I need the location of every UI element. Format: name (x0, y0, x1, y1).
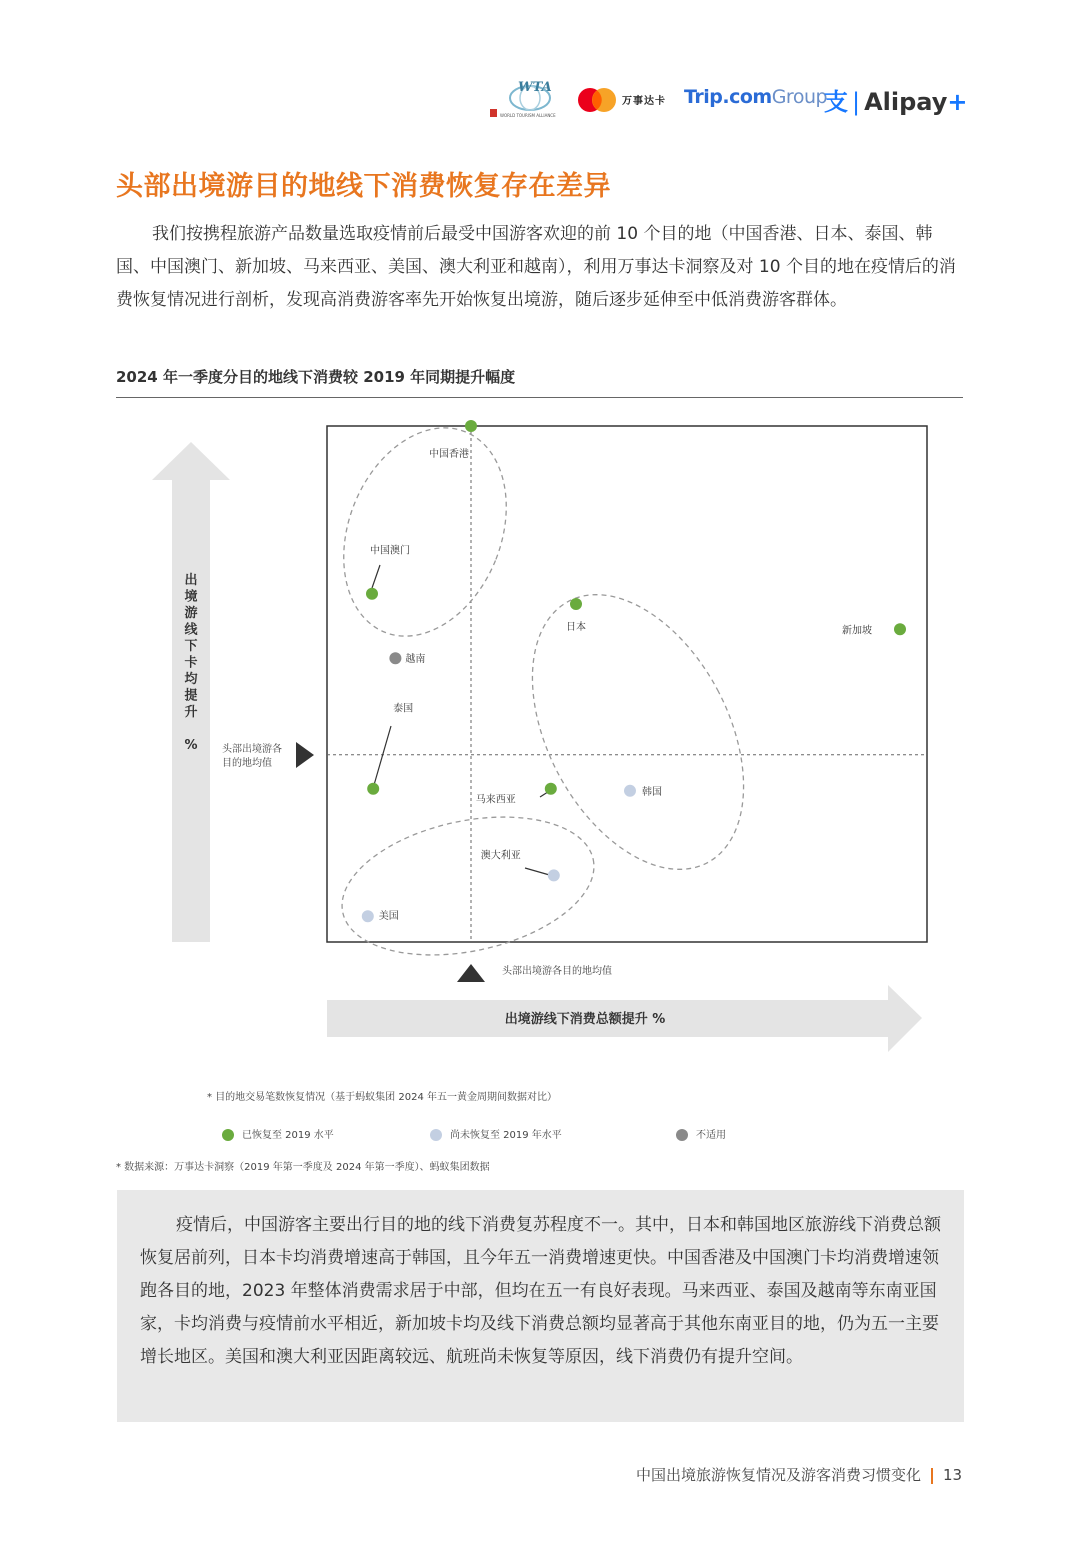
legend-swatch-na (676, 1129, 688, 1141)
point-2 (570, 598, 582, 610)
data-source: * 数据来源：万事达卡洞察（2019 年第一季度及 2024 年第一季度）、蚂蚁集团数据 (116, 1162, 490, 1173)
chart-note: * 目的地交易笔数恢复情况（基于蚂蚁集团 2024 年五一黄金周期间数据对比） (207, 1092, 557, 1103)
alipay-logo: 支 | Alipay+ (824, 88, 968, 116)
wta-logo (488, 78, 568, 124)
cluster-japan-korea (489, 559, 787, 905)
point-9 (362, 910, 374, 922)
point-label-6: 马来西亚 (475, 794, 516, 806)
x-axis-label: 出境游线下消费总额提升 % (504, 1012, 666, 1027)
mastercard-logo-icon (577, 87, 617, 113)
wta-text: WTA (518, 80, 552, 95)
point-5 (367, 783, 379, 795)
cluster-hk-macau (314, 403, 536, 660)
data-points (362, 420, 906, 922)
cluster-us-australia (329, 796, 606, 976)
legend-label-not_recovered: 尚未恢复至 2019 年水平 (450, 1130, 562, 1141)
chart-title: 2024 年一季度分目的地线下消费较 2019 年同期提升幅度 (116, 368, 516, 386)
point-label-7: 韩国 (642, 786, 662, 798)
wta-subtitle: WORLD TOURISM ALLIANCE (500, 113, 556, 118)
y-axis-label: 出境游线下卡均提升 % (184, 573, 198, 753)
alipay-mark: 支 (824, 88, 848, 116)
point-label-0: 中国香港 (429, 449, 469, 460)
footer-title: 中国出境旅游恢复情况及游客消费习惯变化 (636, 1466, 922, 1484)
scatter-chart (0, 400, 1080, 1190)
point-7 (624, 785, 636, 797)
point-1 (366, 588, 378, 600)
page-footer (636, 1464, 962, 1485)
legend-label-na: 不适用 (696, 1130, 726, 1141)
chart-note-text: 目的地交易笔数恢复情况（基于蚂蚁集团 2024 年五一黄金周期间数据对比） (215, 1092, 557, 1103)
x-average-marker (457, 964, 485, 982)
point-label-5: 泰国 (393, 703, 414, 715)
x-average-label: 头部出境游各目的地均值 (502, 966, 612, 977)
point-label-4: 越南 (405, 654, 426, 666)
summary-text: 疫情后，中国游客主要出行目的地的线下消费复苏程度不一。其中，日本和韩国地区旅游线下消费总额恢复居前列，日本卡均消费增速高于韩国，且今年五一消费增速更快。中国香港及中国澳门卡均消费增速领跑各目的地，2023 年整体消费需求居于中部，但均在五一有良好表现。马来西亚、泰国及越南等东南亚国家，卡均消费与疫情前水平相近，新加坡卡均及线下消费总额均显著高于其他东南亚目的地，仍为五一主要增长地区。美国和澳大利亚因距离较远、航班尚未恢复等原因，线下消费仍有提升空间。 (140, 1215, 941, 1367)
partner-logos (488, 78, 968, 124)
point-label-2: 日本 (566, 622, 586, 634)
trip-logo (684, 86, 827, 108)
plot-frame (327, 426, 927, 942)
alipay-plus-icon: + (947, 88, 968, 116)
chart-legend (222, 1128, 726, 1141)
point-0 (465, 420, 477, 432)
y-average-label-1: 头部出境游各 (222, 744, 282, 755)
point-label-1: 中国澳门 (370, 545, 410, 557)
legend-swatch-not_recovered (430, 1129, 442, 1141)
legend-label-recovered: 已恢复至 2019 水平 (242, 1130, 334, 1141)
intro-paragraph: 我们按携程旅游产品数量选取疫情前后最受中国游客欢迎的前 10 个目的地（中国香港、日本、泰国、韩国、中国澳门、新加坡、马来西亚、美国、澳大利亚和越南），利用万事达卡洞察及对 10 个目的地在疫情后的消费恢复情况进行剖析，发现高消费游客率先开始恢复出境游，随后逐步延伸至中低消费游客群体。 (116, 224, 956, 310)
point-4 (389, 652, 401, 664)
trip-main: Trip.com (684, 86, 772, 108)
alipay-text: Alipay (864, 88, 948, 116)
trip-group: Group (771, 86, 828, 108)
leader-thailand (374, 726, 391, 785)
page-number: 13 (943, 1466, 963, 1484)
summary-box (117, 1190, 964, 1422)
y-average-label-2: 目的地均值 (222, 758, 272, 769)
point-label-3: 新加坡 (842, 625, 872, 637)
page-title: 头部出境游目的地线下消费恢复存在差异 (116, 171, 611, 202)
mastercard-text: 万事达卡 (622, 96, 666, 107)
point-3 (894, 623, 906, 635)
y-average-marker (296, 742, 314, 768)
leader-macau (372, 565, 380, 588)
legend-swatch-recovered (222, 1129, 234, 1141)
footer-separator (931, 1468, 933, 1484)
point-labels (370, 447, 872, 922)
point-8 (548, 869, 560, 881)
point-label-9: 美国 (378, 911, 399, 923)
chart-title-rule (116, 397, 963, 398)
point-6 (545, 783, 557, 795)
point-label-8: 澳大利亚 (480, 850, 521, 862)
